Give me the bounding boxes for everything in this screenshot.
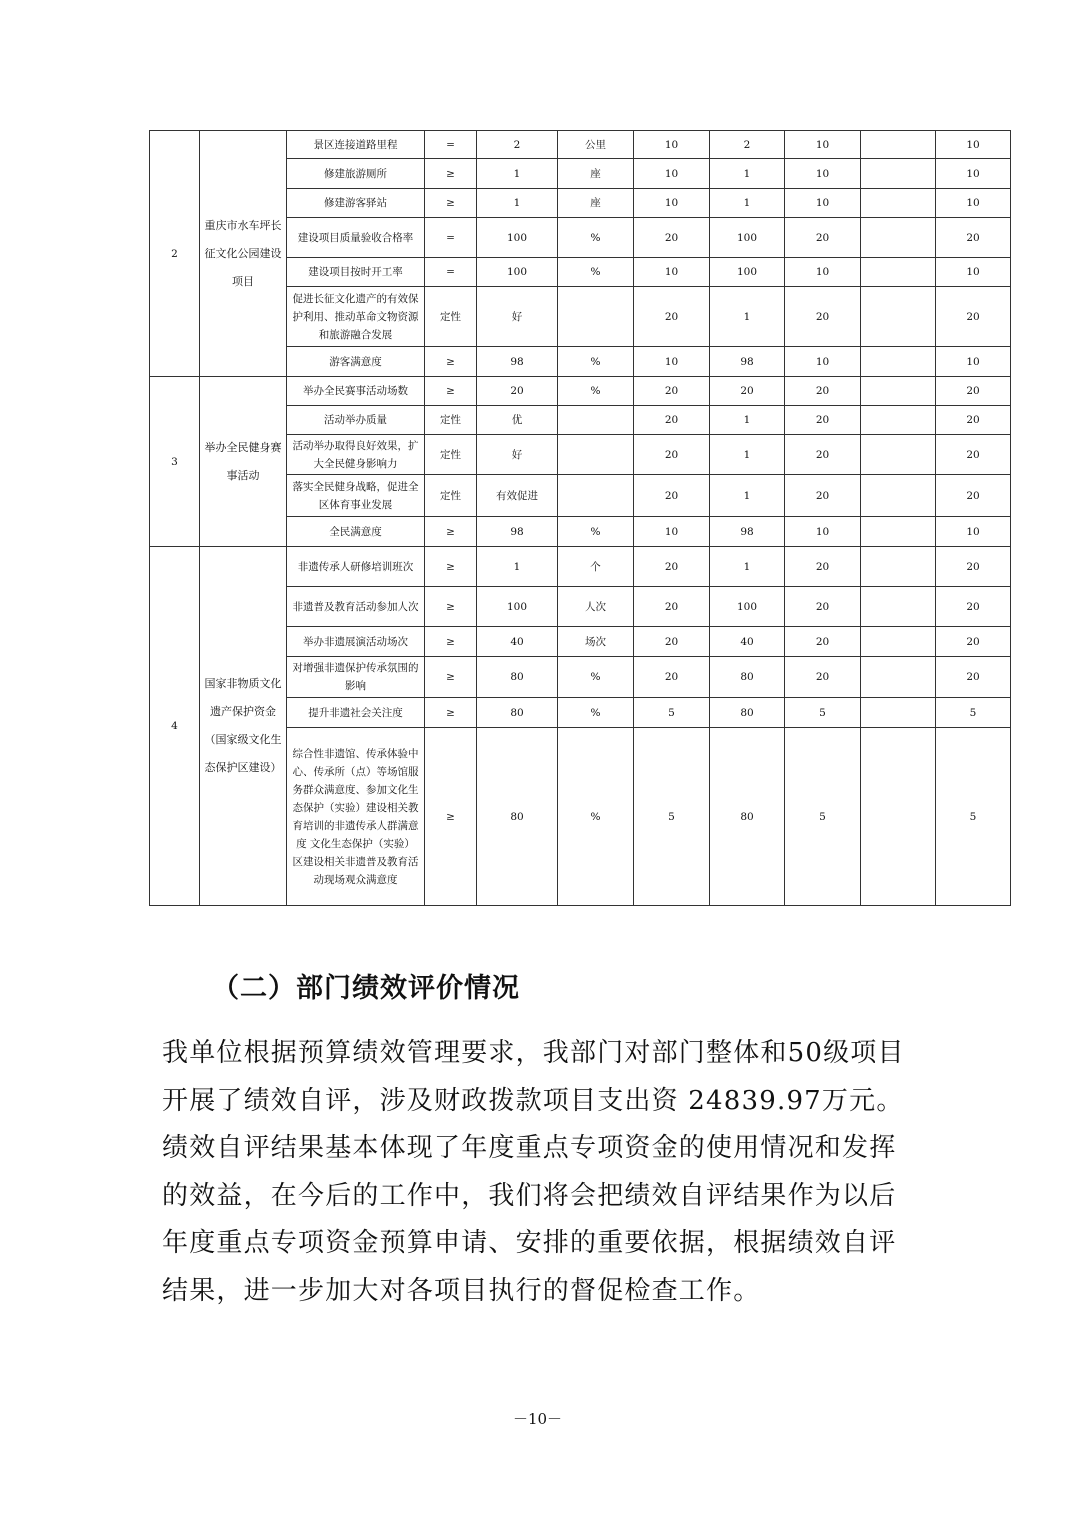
actual-cell: 80 — [710, 728, 785, 906]
op-cell: = — [425, 131, 477, 159]
actual-cell: 98 — [710, 517, 785, 547]
score-cell: 20 — [785, 627, 861, 657]
weight-cell: 5 — [634, 698, 710, 728]
metric-cell: 活动举办取得良好效果，扩大全民健身影响力 — [287, 435, 425, 475]
final-cell: 5 — [936, 728, 1011, 906]
score-cell: 20 — [785, 547, 861, 587]
unit-cell: 座 — [558, 189, 634, 218]
weight-cell: 10 — [634, 258, 710, 287]
target-cell: 40 — [477, 627, 558, 657]
op-cell: ≥ — [425, 587, 477, 627]
actual-cell: 1 — [710, 159, 785, 189]
note-cell — [861, 258, 936, 287]
score-cell: 20 — [785, 406, 861, 435]
weight-cell: 20 — [634, 587, 710, 627]
weight-cell: 10 — [634, 131, 710, 159]
metric-cell: 非遗传承人研修培训班次 — [287, 547, 425, 587]
unit-cell: % — [558, 517, 634, 547]
note-cell — [861, 547, 936, 587]
weight-cell: 20 — [634, 287, 710, 347]
group-name-cell: 举办全民健身赛事活动 — [200, 377, 287, 547]
target-cell: 2 — [477, 131, 558, 159]
target-cell: 80 — [477, 657, 558, 698]
final-cell: 20 — [936, 627, 1011, 657]
weight-cell: 20 — [634, 475, 710, 517]
metric-cell: 对增强非遗保护传承氛围的影响 — [287, 657, 425, 698]
note-cell — [861, 517, 936, 547]
score-cell: 20 — [785, 435, 861, 475]
weight-cell: 10 — [634, 159, 710, 189]
score-cell: 10 — [785, 159, 861, 189]
score-cell: 10 — [785, 131, 861, 159]
score-cell: 20 — [785, 218, 861, 258]
final-cell: 20 — [936, 377, 1011, 406]
unit-cell: 场次 — [558, 627, 634, 657]
target-cell: 1 — [477, 189, 558, 218]
weight-cell: 20 — [634, 657, 710, 698]
metric-cell: 促进长征文化遗产的有效保护利用、推动革命文物资源和旅游融合发展 — [287, 287, 425, 347]
op-cell: ≥ — [425, 657, 477, 698]
op-cell: ≥ — [425, 377, 477, 406]
metric-cell: 落实全民健身战略，促进全区体育事业发展 — [287, 475, 425, 517]
performance-table — [149, 130, 1011, 906]
unit-cell: % — [558, 698, 634, 728]
op-cell: = — [425, 258, 477, 287]
actual-cell: 2 — [710, 131, 785, 159]
score-cell: 20 — [785, 377, 861, 406]
target-cell: 98 — [477, 517, 558, 547]
note-cell — [861, 189, 936, 218]
note-cell — [861, 587, 936, 627]
op-cell: ≥ — [425, 698, 477, 728]
weight-cell: 20 — [634, 627, 710, 657]
metric-cell: 综合性非遗馆、传承体验中心、传承所（点）等场馆服务群众满意度、参加文化生态保护（实验）建设相关教育培训的非遗传承人群满意度 文化生态保护（实验）区建设相关非遗普及教育活动现场观众满意度 — [287, 728, 425, 906]
weight-cell: 20 — [634, 547, 710, 587]
actual-cell: 100 — [710, 258, 785, 287]
op-cell: ≥ — [425, 627, 477, 657]
target-cell: 1 — [477, 547, 558, 587]
unit-cell: % — [558, 218, 634, 258]
unit-cell: % — [558, 728, 634, 906]
metric-cell: 全民满意度 — [287, 517, 425, 547]
final-cell: 20 — [936, 475, 1011, 517]
final-cell: 10 — [936, 517, 1011, 547]
metric-cell: 建设项目按时开工率 — [287, 258, 425, 287]
note-cell — [861, 698, 936, 728]
note-cell — [861, 657, 936, 698]
target-cell: 好 — [477, 287, 558, 347]
group-number-cell: 4 — [150, 547, 200, 906]
score-cell: 10 — [785, 347, 861, 377]
note-cell — [861, 728, 936, 906]
op-cell: ≥ — [425, 728, 477, 906]
metric-cell: 非遗普及教育活动参加人次 — [287, 587, 425, 627]
target-cell: 1 — [477, 159, 558, 189]
op-cell: 定性 — [425, 435, 477, 475]
table-row — [150, 377, 1011, 406]
note-cell — [861, 377, 936, 406]
metric-cell: 修建游客驿站 — [287, 189, 425, 218]
score-cell: 20 — [785, 475, 861, 517]
table-row — [150, 547, 1011, 587]
score-cell: 5 — [785, 698, 861, 728]
actual-cell: 100 — [710, 587, 785, 627]
actual-cell: 1 — [710, 475, 785, 517]
final-cell: 20 — [936, 657, 1011, 698]
score-cell: 10 — [785, 189, 861, 218]
target-cell: 100 — [477, 587, 558, 627]
weight-cell: 10 — [634, 347, 710, 377]
unit-cell: 人次 — [558, 587, 634, 627]
unit-cell — [558, 475, 634, 517]
section-paragraph: 我单位根据预算绩效管理要求，我部门对部门整体和50级项目开展了绩效自评，涉及财政拨款项目支出资 24839.97万元。绩效自评结果基本体现了年度重点专项资金的使用情况和发挥的效益，在今后的工作中，我们将会把绩效自评结果作为以后年度重点专项资金预算申请、安排的重要依据，根据绩效自评结果，进一步加大对各项目执行的督促检查工作。 — [162, 1038, 905, 1306]
op-cell: 定性 — [425, 287, 477, 347]
final-cell: 20 — [936, 587, 1011, 627]
target-cell: 100 — [477, 258, 558, 287]
weight-cell: 20 — [634, 218, 710, 258]
final-cell: 10 — [936, 159, 1011, 189]
target-cell: 20 — [477, 377, 558, 406]
actual-cell: 1 — [710, 406, 785, 435]
group-name-cell: 国家非物质文化遗产保护资金（国家级文化生态保护区建设） — [200, 547, 287, 906]
target-cell: 优 — [477, 406, 558, 435]
weight-cell: 10 — [634, 189, 710, 218]
metric-cell: 景区连接道路里程 — [287, 131, 425, 159]
actual-cell: 20 — [710, 377, 785, 406]
weight-cell: 10 — [634, 517, 710, 547]
note-cell — [861, 347, 936, 377]
target-cell: 有效促进 — [477, 475, 558, 517]
actual-cell: 40 — [710, 627, 785, 657]
unit-cell — [558, 406, 634, 435]
final-cell: 5 — [936, 698, 1011, 728]
weight-cell: 20 — [634, 435, 710, 475]
unit-cell: 个 — [558, 547, 634, 587]
note-cell — [861, 475, 936, 517]
op-cell: 定性 — [425, 475, 477, 517]
note-cell — [861, 159, 936, 189]
weight-cell: 5 — [634, 728, 710, 906]
unit-cell: 公里 — [558, 131, 634, 159]
note-cell — [861, 627, 936, 657]
actual-cell: 100 — [710, 218, 785, 258]
op-cell: ≥ — [425, 517, 477, 547]
weight-cell: 20 — [634, 377, 710, 406]
note-cell — [861, 131, 936, 159]
metric-cell: 举办非遗展演活动场次 — [287, 627, 425, 657]
metric-cell: 举办全民赛事活动场数 — [287, 377, 425, 406]
final-cell: 20 — [936, 547, 1011, 587]
group-name-cell: 重庆市水车坪长征文化公园建设项目 — [200, 131, 287, 377]
score-cell: 10 — [785, 258, 861, 287]
note-cell — [861, 435, 936, 475]
actual-cell: 1 — [710, 189, 785, 218]
final-cell: 10 — [936, 258, 1011, 287]
metric-cell: 提升非遗社会关注度 — [287, 698, 425, 728]
note-cell — [861, 406, 936, 435]
op-cell: ≥ — [425, 547, 477, 587]
actual-cell: 1 — [710, 287, 785, 347]
group-number-cell: 3 — [150, 377, 200, 547]
op-cell: 定性 — [425, 406, 477, 435]
final-cell: 10 — [936, 189, 1011, 218]
final-cell: 20 — [936, 287, 1011, 347]
metric-cell: 活动举办质量 — [287, 406, 425, 435]
score-cell: 20 — [785, 287, 861, 347]
unit-cell: 座 — [558, 159, 634, 189]
final-cell: 20 — [936, 218, 1011, 258]
target-cell: 98 — [477, 347, 558, 377]
actual-cell: 98 — [710, 347, 785, 377]
unit-cell — [558, 435, 634, 475]
actual-cell: 80 — [710, 698, 785, 728]
final-cell: 10 — [936, 347, 1011, 377]
performance-table-body — [150, 131, 1011, 906]
op-cell: ≥ — [425, 347, 477, 377]
note-cell — [861, 218, 936, 258]
performance-table-container — [149, 130, 1010, 906]
op-cell: ≥ — [425, 159, 477, 189]
unit-cell: % — [558, 377, 634, 406]
page-number: －10－ — [512, 1410, 563, 1428]
actual-cell: 1 — [710, 435, 785, 475]
section-heading: （二）部门绩效评价情况 — [212, 973, 520, 1004]
score-cell: 10 — [785, 517, 861, 547]
op-cell: = — [425, 218, 477, 258]
actual-cell: 80 — [710, 657, 785, 698]
unit-cell: % — [558, 657, 634, 698]
score-cell: 20 — [785, 657, 861, 698]
target-cell: 100 — [477, 218, 558, 258]
target-cell: 80 — [477, 698, 558, 728]
score-cell: 20 — [785, 587, 861, 627]
final-cell: 10 — [936, 131, 1011, 159]
target-cell: 80 — [477, 728, 558, 906]
unit-cell: % — [558, 347, 634, 377]
unit-cell — [558, 287, 634, 347]
op-cell: ≥ — [425, 189, 477, 218]
weight-cell: 20 — [634, 406, 710, 435]
note-cell — [861, 287, 936, 347]
score-cell: 5 — [785, 728, 861, 906]
final-cell: 20 — [936, 435, 1011, 475]
metric-cell: 建设项目质量验收合格率 — [287, 218, 425, 258]
unit-cell: % — [558, 258, 634, 287]
metric-cell: 修建旅游厕所 — [287, 159, 425, 189]
final-cell: 20 — [936, 406, 1011, 435]
actual-cell: 1 — [710, 547, 785, 587]
target-cell: 好 — [477, 435, 558, 475]
group-number-cell: 2 — [150, 131, 200, 377]
metric-cell: 游客满意度 — [287, 347, 425, 377]
table-row — [150, 131, 1011, 159]
